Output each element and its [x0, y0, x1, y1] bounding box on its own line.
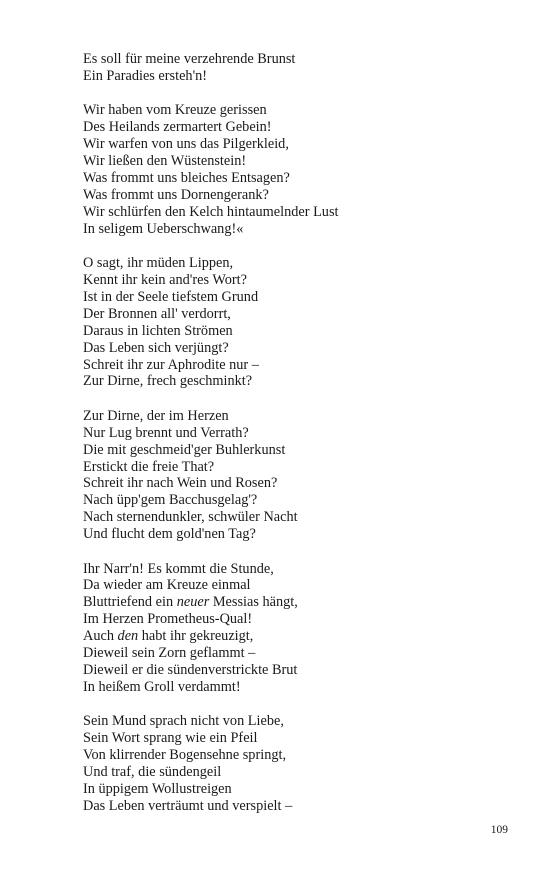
poem-body: [83, 51, 503, 832]
emphasized-word: den: [117, 628, 139, 645]
poem-line: Wir haben vom Kreuze gerissen: [83, 102, 267, 119]
poem-line: Es soll für meine verzehrende Brunst: [83, 51, 296, 67]
poem-line: Dieweil er die sündenverstrickte Brut: [83, 662, 298, 678]
line-text: Messias hängt,: [209, 594, 298, 611]
poem-line: Da wieder am Kreuze einmal: [83, 577, 251, 594]
poem-line: Daraus in lichten Strömen: [83, 322, 233, 339]
poem-line: Sein Mund sprach nicht von Liebe,: [83, 713, 284, 730]
poem-line: Das Leben sich verjüngt?: [83, 339, 229, 356]
emphasized-word: neuer: [176, 594, 210, 611]
poem-line: O sagt, ihr müden Lippen,: [83, 255, 234, 272]
poem-line: Erstickt die freie That?: [83, 458, 215, 475]
stanza: [83, 255, 503, 390]
poem-line: Ist in der Seele tiefstem Grund: [83, 288, 259, 305]
poem-line: Nur Lug brennt und Verrath?: [83, 424, 249, 441]
poem-line: Was frommt uns Dornengerank?: [83, 186, 269, 203]
poem-line: Dieweil sein Zorn geflammt –: [83, 645, 256, 662]
poem-line: Zur Dirne, frech geschminkt?: [83, 373, 253, 390]
stanza: [83, 102, 503, 237]
poem-line: Nach sternendunkler, schwüler Nacht: [83, 509, 298, 526]
poem-line: Schreit ihr nach Wein und Rosen?: [83, 475, 278, 492]
stanza: [83, 408, 503, 543]
poem-line: Schreit ihr zur Aphrodite nur –: [83, 356, 259, 373]
poem-line: Ein Paradies ersteh'n!: [83, 67, 208, 84]
poem-line: Zur Dirne, der im Herzen: [83, 407, 229, 424]
page-number: 109: [490, 824, 508, 836]
poem-line: Das Leben verträumt und verspielt –: [83, 797, 293, 814]
poem-line: Und flucht dem gold'nen Tag?: [83, 526, 256, 543]
poem-line: [83, 594, 503, 611]
stanza: [83, 51, 503, 85]
stanza: [83, 713, 503, 814]
poem-line: Was frommt uns bleiches Entsagen?: [83, 169, 290, 186]
poem-line: [83, 628, 503, 645]
line-text: habt ihr gekreuzigt,: [138, 628, 254, 645]
poem-line: In seligem Ueberschwang!«: [83, 220, 244, 237]
poem-line: In heißem Groll verdammt!: [83, 678, 241, 695]
line-text: Auch: [83, 628, 118, 645]
poem-line: In üppigem Wollustreigen: [83, 780, 232, 797]
poem-line: Wir ließen den Wüstenstein!: [83, 153, 247, 170]
poem-line: Nach üpp'gem Bacchusgelag'?: [83, 492, 258, 509]
poem-line: Wir warfen von uns das Pilgerkleid,: [83, 136, 289, 153]
poem-line: Des Heilands zermartert Gebein!: [83, 119, 272, 136]
stanza: [83, 561, 503, 696]
poem-line: Im Herzen Prometheus-Qual!: [83, 611, 253, 628]
poem-line: Wir schlürfen den Kelch hintaumelnder Lust: [83, 203, 339, 220]
poem-line: Von klirrender Bogensehne springt,: [83, 747, 287, 764]
poem-line: Kennt ihr kein and'res Wort?: [83, 271, 247, 288]
poem-line: Der Bronnen all' verdorrt,: [83, 305, 231, 322]
line-text: Bluttriefend ein: [83, 594, 177, 611]
poem-line: Und traf, die sündengeil: [83, 764, 222, 781]
poem-line: Sein Wort sprang wie ein Pfeil: [83, 730, 258, 747]
poem-line: Die mit geschmeid'ger Buhlerkunst: [83, 441, 286, 458]
poem-line: Ihr Narr'n! Es kommt die Stunde,: [83, 560, 274, 577]
